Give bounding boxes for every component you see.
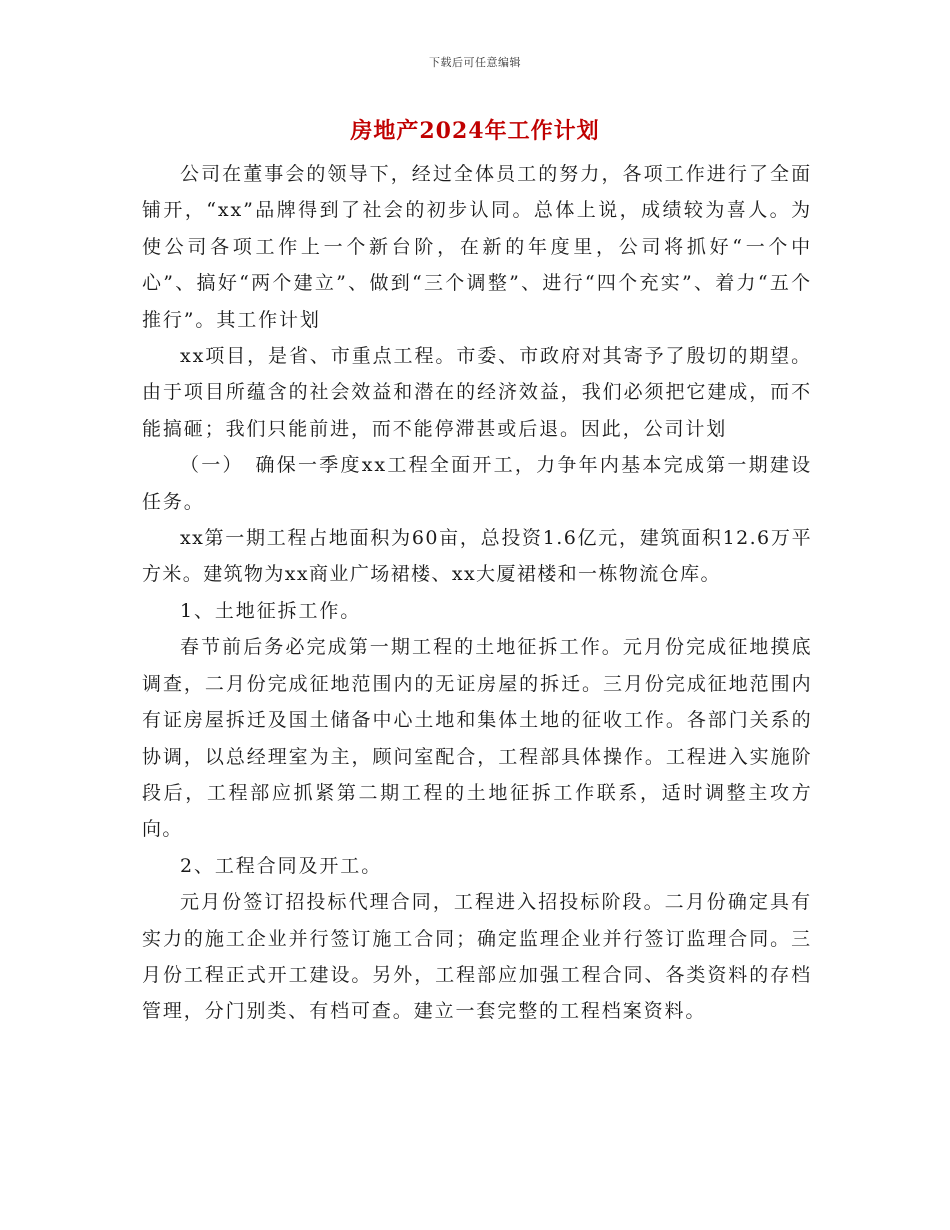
paragraph-project: xx项目，是省、市重点工程。市委、市政府对其寄予了殷切的期望。由于项目所蕴含的社会效益和潜在的经济效益，我们必须把它建成，而不能搞砸；我们只能前进，而不能停滞甚或后退。因此，公司计划 [142,345,812,440]
header-note: 下载后可任意编辑 [429,56,521,69]
paragraph-section-one: （一） 确保一季度xx工程全面开工，力争年内基本完成第一期建设任务。 [142,454,812,513]
paragraph-contract-work: 元月份签订招投标代理合同，工程进入招投标阶段。二月份确定具有实力的施工企业并行签订施工合同；确定监理企业并行签订监理合同。三月份工程正式开工建设。另外，工程部应加强工程合同、各类资料的存档管理，分门别类、有档可查。建立一套完整的工程档案资料。 [142,891,812,1023]
paragraph-phase-one: xx第一期工程占地面积为60亩，总投资1.6亿元，建筑面积12.6万平方米。建筑物为xx商业广场裙楼、xx大厦裙楼和一栋物流仓库。 [142,527,812,586]
paragraph-intro: 公司在董事会的领导下，经过全体员工的努力，各项工作进行了全面铺开，“xx”品牌得到了社会的初步认同。总体上说，成绩较为喜人。为使公司各项工作上一个新台阶，在新的年度里，公司将抓好“一个中心”、搞好“两个建立”、做到“三个调整”、进行“四个充实”、着力“五个推行”。其工作计划 [142,163,812,331]
paragraph-contract-heading: 2、工程合同及开工。 [180,854,383,877]
paragraph-land-work: 春节前后务必完成第一期工程的土地征拆工作。元月份完成征地摸底调查，二月份完成征地范围内的无证房屋的拆迁。三月份完成征地范围内有证房屋拆迁及国土储备中心土地和集体土地的征收工作。各部门关系的协调，以总经理室为主，顾问室配合，工程部具体操作。工程进入实施阶段后，工程部应抓紧第二期工程的土地征拆工作联系，适时调整主攻方向。 [142,636,812,841]
document-body [142,156,812,1030]
document-title: 房地产2024年工作计划 [350,118,600,144]
paragraph-land-heading: 1、土地征拆工作。 [180,599,362,622]
